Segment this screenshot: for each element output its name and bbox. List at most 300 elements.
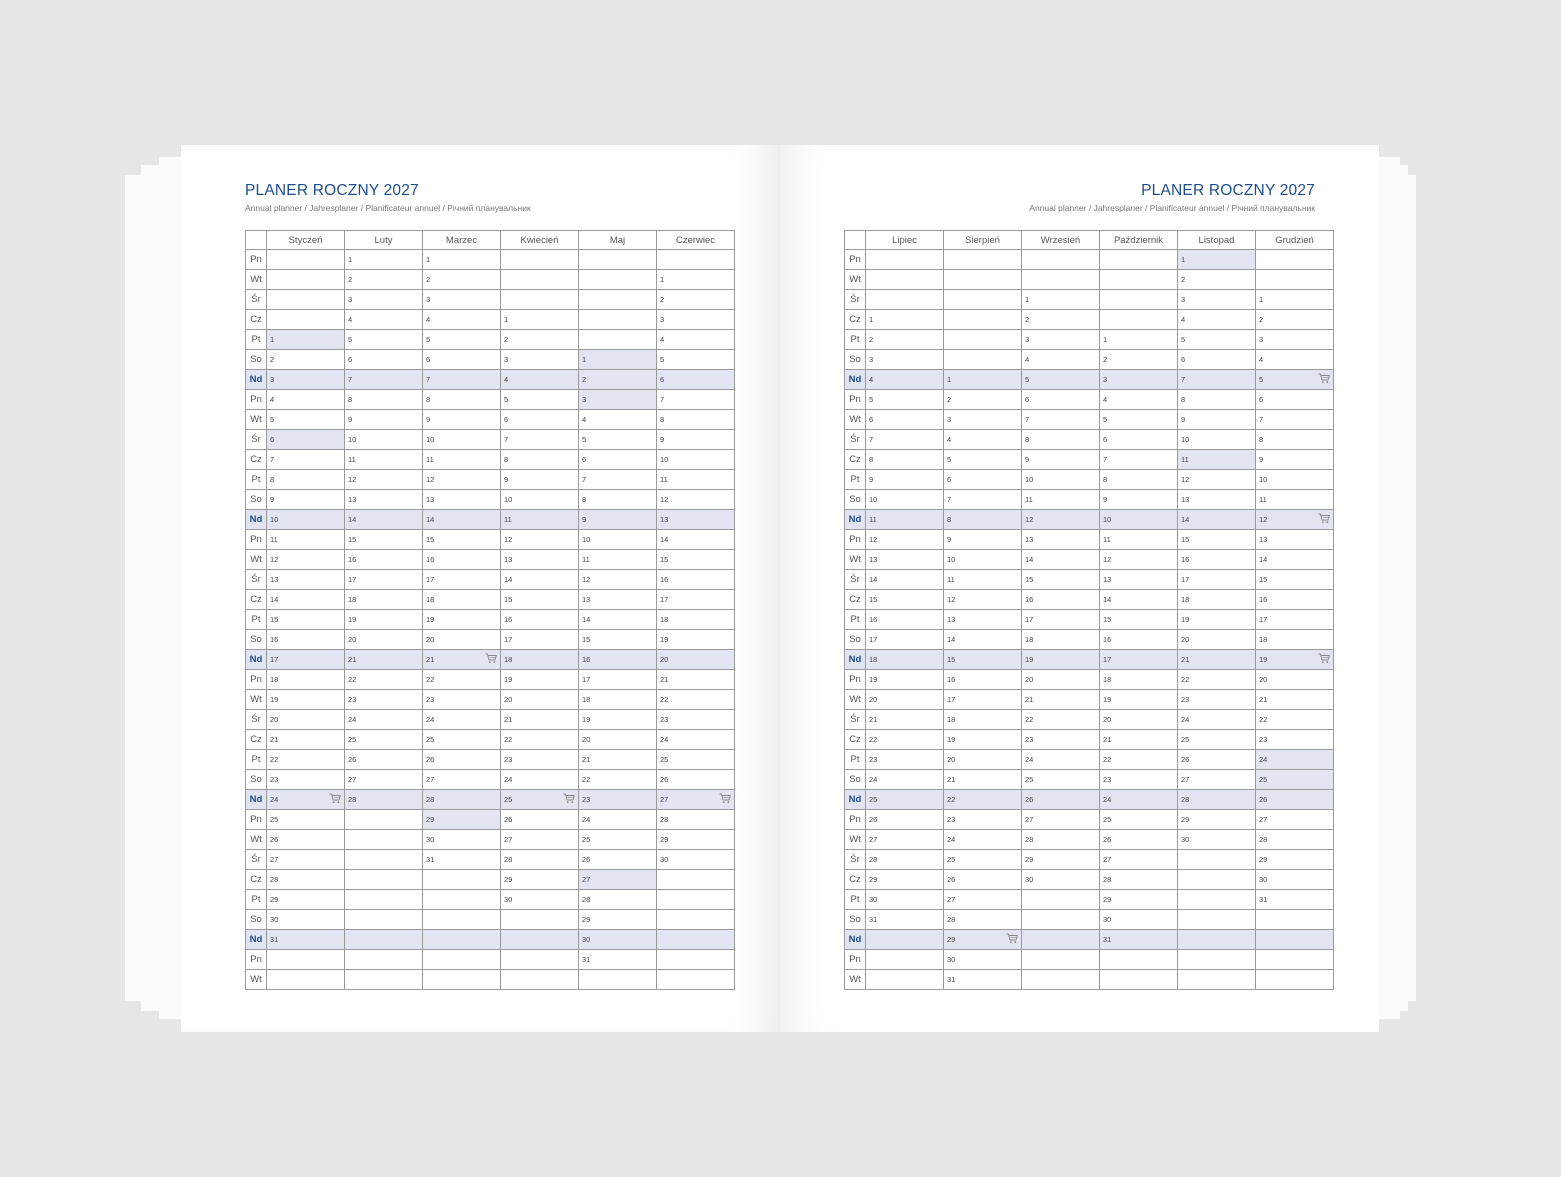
date-cell[interactable] xyxy=(1022,710,1100,730)
date-cell[interactable] xyxy=(1100,570,1178,590)
date-cell[interactable] xyxy=(579,930,657,950)
date-cell[interactable] xyxy=(579,950,657,970)
date-cell[interactable] xyxy=(501,810,579,830)
date-cell[interactable] xyxy=(1256,550,1334,570)
date-cell[interactable] xyxy=(1100,450,1178,470)
date-cell[interactable] xyxy=(345,570,423,590)
date-cell[interactable] xyxy=(1178,790,1256,810)
date-cell[interactable] xyxy=(1100,790,1178,810)
date-cell[interactable] xyxy=(501,630,579,650)
date-cell[interactable] xyxy=(501,950,579,970)
date-cell[interactable] xyxy=(1100,290,1178,310)
date-cell[interactable] xyxy=(267,630,345,650)
date-cell[interactable] xyxy=(657,270,735,290)
date-cell[interactable] xyxy=(944,770,1022,790)
date-cell[interactable] xyxy=(579,430,657,450)
date-cell[interactable] xyxy=(345,250,423,270)
date-cell[interactable] xyxy=(944,710,1022,730)
date-cell[interactable] xyxy=(1100,910,1178,930)
date-cell[interactable] xyxy=(657,930,735,950)
date-cell[interactable] xyxy=(1178,950,1256,970)
date-cell[interactable] xyxy=(1256,570,1334,590)
date-cell[interactable] xyxy=(423,530,501,550)
date-cell[interactable] xyxy=(1178,550,1256,570)
date-cell[interactable] xyxy=(1022,530,1100,550)
date-cell[interactable] xyxy=(345,410,423,430)
date-cell[interactable] xyxy=(345,710,423,730)
date-cell[interactable] xyxy=(866,530,944,550)
date-cell[interactable] xyxy=(345,630,423,650)
date-cell[interactable] xyxy=(1178,350,1256,370)
date-cell[interactable] xyxy=(579,590,657,610)
date-cell[interactable] xyxy=(579,830,657,850)
date-cell[interactable] xyxy=(267,850,345,870)
date-cell[interactable] xyxy=(1100,710,1178,730)
date-cell[interactable] xyxy=(1256,390,1334,410)
date-cell[interactable] xyxy=(866,290,944,310)
date-cell[interactable] xyxy=(866,470,944,490)
date-cell[interactable] xyxy=(345,930,423,950)
date-cell[interactable] xyxy=(267,670,345,690)
date-cell[interactable] xyxy=(501,390,579,410)
date-cell[interactable] xyxy=(423,270,501,290)
date-cell[interactable] xyxy=(501,730,579,750)
date-cell[interactable] xyxy=(866,610,944,630)
date-cell[interactable] xyxy=(657,630,735,650)
date-cell[interactable] xyxy=(1022,850,1100,870)
date-cell[interactable] xyxy=(345,270,423,290)
date-cell[interactable] xyxy=(1100,730,1178,750)
date-cell[interactable] xyxy=(423,670,501,690)
date-cell[interactable] xyxy=(345,470,423,490)
date-cell[interactable] xyxy=(1178,490,1256,510)
date-cell[interactable] xyxy=(1256,910,1334,930)
date-cell[interactable] xyxy=(1022,890,1100,910)
date-cell[interactable] xyxy=(866,950,944,970)
date-cell[interactable] xyxy=(1022,630,1100,650)
date-cell[interactable] xyxy=(423,630,501,650)
date-cell[interactable] xyxy=(1256,930,1334,950)
date-cell[interactable] xyxy=(1178,410,1256,430)
date-cell[interactable] xyxy=(579,450,657,470)
date-cell[interactable] xyxy=(579,970,657,990)
date-cell[interactable] xyxy=(345,450,423,470)
date-cell[interactable] xyxy=(1100,530,1178,550)
date-cell[interactable] xyxy=(944,970,1022,990)
date-cell[interactable] xyxy=(423,810,501,830)
date-cell[interactable] xyxy=(267,930,345,950)
date-cell[interactable] xyxy=(1256,650,1334,670)
date-cell[interactable] xyxy=(866,410,944,430)
date-cell[interactable] xyxy=(1022,290,1100,310)
date-cell[interactable] xyxy=(423,610,501,630)
date-cell[interactable] xyxy=(657,570,735,590)
date-cell[interactable] xyxy=(267,450,345,470)
date-cell[interactable] xyxy=(657,850,735,870)
date-cell[interactable] xyxy=(944,910,1022,930)
date-cell[interactable] xyxy=(267,870,345,890)
date-cell[interactable] xyxy=(579,570,657,590)
date-cell[interactable] xyxy=(345,290,423,310)
date-cell[interactable] xyxy=(423,450,501,470)
date-cell[interactable] xyxy=(866,810,944,830)
date-cell[interactable] xyxy=(1100,430,1178,450)
date-cell[interactable] xyxy=(501,570,579,590)
date-cell[interactable] xyxy=(1178,690,1256,710)
date-cell[interactable] xyxy=(1022,930,1100,950)
date-cell[interactable] xyxy=(657,950,735,970)
date-cell[interactable] xyxy=(657,710,735,730)
date-cell[interactable] xyxy=(501,290,579,310)
date-cell[interactable] xyxy=(267,510,345,530)
date-cell[interactable] xyxy=(1178,530,1256,550)
date-cell[interactable] xyxy=(345,510,423,530)
date-cell[interactable] xyxy=(657,370,735,390)
date-cell[interactable] xyxy=(501,710,579,730)
date-cell[interactable] xyxy=(944,530,1022,550)
date-cell[interactable] xyxy=(1178,830,1256,850)
date-cell[interactable] xyxy=(944,330,1022,350)
date-cell[interactable] xyxy=(423,970,501,990)
date-cell[interactable] xyxy=(501,870,579,890)
date-cell[interactable] xyxy=(1256,430,1334,450)
date-cell[interactable] xyxy=(657,490,735,510)
date-cell[interactable] xyxy=(657,530,735,550)
date-cell[interactable] xyxy=(866,570,944,590)
date-cell[interactable] xyxy=(579,750,657,770)
date-cell[interactable] xyxy=(345,950,423,970)
date-cell[interactable] xyxy=(1256,490,1334,510)
date-cell[interactable] xyxy=(579,770,657,790)
date-cell[interactable] xyxy=(423,570,501,590)
date-cell[interactable] xyxy=(267,910,345,930)
date-cell[interactable] xyxy=(944,550,1022,570)
date-cell[interactable] xyxy=(944,370,1022,390)
date-cell[interactable] xyxy=(1178,310,1256,330)
date-cell[interactable] xyxy=(1022,950,1100,970)
date-cell[interactable] xyxy=(1100,930,1178,950)
date-cell[interactable] xyxy=(423,410,501,430)
date-cell[interactable] xyxy=(1100,870,1178,890)
date-cell[interactable] xyxy=(423,370,501,390)
date-cell[interactable] xyxy=(944,510,1022,530)
date-cell[interactable] xyxy=(1256,330,1334,350)
date-cell[interactable] xyxy=(423,330,501,350)
date-cell[interactable] xyxy=(267,970,345,990)
date-cell[interactable] xyxy=(657,330,735,350)
date-cell[interactable] xyxy=(866,930,944,950)
date-cell[interactable] xyxy=(657,250,735,270)
date-cell[interactable] xyxy=(657,550,735,570)
date-cell[interactable] xyxy=(423,470,501,490)
date-cell[interactable] xyxy=(944,390,1022,410)
date-cell[interactable] xyxy=(345,610,423,630)
date-cell[interactable] xyxy=(423,590,501,610)
date-cell[interactable] xyxy=(944,430,1022,450)
date-cell[interactable] xyxy=(1022,570,1100,590)
date-cell[interactable] xyxy=(345,870,423,890)
date-cell[interactable] xyxy=(944,730,1022,750)
date-cell[interactable] xyxy=(267,270,345,290)
date-cell[interactable] xyxy=(866,370,944,390)
date-cell[interactable] xyxy=(866,750,944,770)
date-cell[interactable] xyxy=(1022,730,1100,750)
date-cell[interactable] xyxy=(267,790,345,810)
date-cell[interactable] xyxy=(1256,830,1334,850)
date-cell[interactable] xyxy=(1100,770,1178,790)
date-cell[interactable] xyxy=(866,630,944,650)
date-cell[interactable] xyxy=(1100,510,1178,530)
date-cell[interactable] xyxy=(345,890,423,910)
date-cell[interactable] xyxy=(501,930,579,950)
date-cell[interactable] xyxy=(267,730,345,750)
date-cell[interactable] xyxy=(267,490,345,510)
date-cell[interactable] xyxy=(657,410,735,430)
date-cell[interactable] xyxy=(1100,410,1178,430)
date-cell[interactable] xyxy=(1178,850,1256,870)
date-cell[interactable] xyxy=(501,510,579,530)
date-cell[interactable] xyxy=(423,870,501,890)
date-cell[interactable] xyxy=(1178,730,1256,750)
date-cell[interactable] xyxy=(345,730,423,750)
date-cell[interactable] xyxy=(1022,690,1100,710)
date-cell[interactable] xyxy=(1178,930,1256,950)
date-cell[interactable] xyxy=(657,770,735,790)
date-cell[interactable] xyxy=(866,250,944,270)
date-cell[interactable] xyxy=(866,550,944,570)
date-cell[interactable] xyxy=(267,610,345,630)
date-cell[interactable] xyxy=(866,730,944,750)
date-cell[interactable] xyxy=(579,630,657,650)
date-cell[interactable] xyxy=(579,550,657,570)
date-cell[interactable] xyxy=(501,830,579,850)
date-cell[interactable] xyxy=(944,950,1022,970)
date-cell[interactable] xyxy=(944,630,1022,650)
date-cell[interactable] xyxy=(1256,590,1334,610)
date-cell[interactable] xyxy=(944,790,1022,810)
date-cell[interactable] xyxy=(345,750,423,770)
date-cell[interactable] xyxy=(1256,310,1334,330)
date-cell[interactable] xyxy=(579,530,657,550)
date-cell[interactable] xyxy=(423,850,501,870)
date-cell[interactable] xyxy=(501,650,579,670)
date-cell[interactable] xyxy=(1178,250,1256,270)
date-cell[interactable] xyxy=(1022,810,1100,830)
date-cell[interactable] xyxy=(866,350,944,370)
date-cell[interactable] xyxy=(1256,870,1334,890)
date-cell[interactable] xyxy=(657,730,735,750)
date-cell[interactable] xyxy=(579,670,657,690)
date-cell[interactable] xyxy=(1256,790,1334,810)
date-cell[interactable] xyxy=(866,450,944,470)
date-cell[interactable] xyxy=(944,650,1022,670)
date-cell[interactable] xyxy=(1022,350,1100,370)
date-cell[interactable] xyxy=(423,290,501,310)
date-cell[interactable] xyxy=(501,330,579,350)
date-cell[interactable] xyxy=(866,390,944,410)
date-cell[interactable] xyxy=(1022,450,1100,470)
date-cell[interactable] xyxy=(423,750,501,770)
date-cell[interactable] xyxy=(866,910,944,930)
date-cell[interactable] xyxy=(1256,510,1334,530)
date-cell[interactable] xyxy=(1022,910,1100,930)
date-cell[interactable] xyxy=(1022,250,1100,270)
date-cell[interactable] xyxy=(1100,810,1178,830)
date-cell[interactable] xyxy=(579,710,657,730)
date-cell[interactable] xyxy=(579,510,657,530)
date-cell[interactable] xyxy=(1256,730,1334,750)
date-cell[interactable] xyxy=(267,290,345,310)
date-cell[interactable] xyxy=(657,830,735,850)
date-cell[interactable] xyxy=(267,810,345,830)
date-cell[interactable] xyxy=(944,850,1022,870)
date-cell[interactable] xyxy=(423,550,501,570)
date-cell[interactable] xyxy=(1178,510,1256,530)
date-cell[interactable] xyxy=(1100,630,1178,650)
date-cell[interactable] xyxy=(579,850,657,870)
date-cell[interactable] xyxy=(1022,870,1100,890)
date-cell[interactable] xyxy=(345,350,423,370)
date-cell[interactable] xyxy=(1100,470,1178,490)
date-cell[interactable] xyxy=(1256,370,1334,390)
date-cell[interactable] xyxy=(1100,250,1178,270)
date-cell[interactable] xyxy=(579,470,657,490)
date-cell[interactable] xyxy=(501,430,579,450)
date-cell[interactable] xyxy=(579,370,657,390)
date-cell[interactable] xyxy=(1100,850,1178,870)
date-cell[interactable] xyxy=(267,470,345,490)
date-cell[interactable] xyxy=(423,350,501,370)
date-cell[interactable] xyxy=(866,330,944,350)
date-cell[interactable] xyxy=(579,410,657,430)
date-cell[interactable] xyxy=(501,590,579,610)
date-cell[interactable] xyxy=(1178,810,1256,830)
date-cell[interactable] xyxy=(866,650,944,670)
date-cell[interactable] xyxy=(866,830,944,850)
date-cell[interactable] xyxy=(501,370,579,390)
date-cell[interactable] xyxy=(579,790,657,810)
date-cell[interactable] xyxy=(501,890,579,910)
date-cell[interactable] xyxy=(1022,750,1100,770)
date-cell[interactable] xyxy=(345,670,423,690)
date-cell[interactable] xyxy=(657,870,735,890)
date-cell[interactable] xyxy=(345,970,423,990)
date-cell[interactable] xyxy=(1022,370,1100,390)
date-cell[interactable] xyxy=(267,710,345,730)
date-cell[interactable] xyxy=(501,250,579,270)
date-cell[interactable] xyxy=(866,270,944,290)
date-cell[interactable] xyxy=(345,790,423,810)
date-cell[interactable] xyxy=(579,250,657,270)
date-cell[interactable] xyxy=(345,490,423,510)
date-cell[interactable] xyxy=(345,590,423,610)
date-cell[interactable] xyxy=(345,370,423,390)
date-cell[interactable] xyxy=(501,970,579,990)
date-cell[interactable] xyxy=(579,290,657,310)
date-cell[interactable] xyxy=(866,870,944,890)
date-cell[interactable] xyxy=(345,430,423,450)
date-cell[interactable] xyxy=(579,390,657,410)
date-cell[interactable] xyxy=(345,390,423,410)
date-cell[interactable] xyxy=(866,590,944,610)
date-cell[interactable] xyxy=(423,930,501,950)
date-cell[interactable] xyxy=(1100,890,1178,910)
date-cell[interactable] xyxy=(1256,810,1334,830)
date-cell[interactable] xyxy=(423,730,501,750)
date-cell[interactable] xyxy=(423,910,501,930)
date-cell[interactable] xyxy=(1178,770,1256,790)
date-cell[interactable] xyxy=(1022,410,1100,430)
date-cell[interactable] xyxy=(1022,670,1100,690)
date-cell[interactable] xyxy=(423,690,501,710)
date-cell[interactable] xyxy=(345,310,423,330)
date-cell[interactable] xyxy=(944,290,1022,310)
date-cell[interactable] xyxy=(1022,770,1100,790)
date-cell[interactable] xyxy=(1256,630,1334,650)
date-cell[interactable] xyxy=(1178,450,1256,470)
date-cell[interactable] xyxy=(579,650,657,670)
date-cell[interactable] xyxy=(267,530,345,550)
date-cell[interactable] xyxy=(1256,470,1334,490)
date-cell[interactable] xyxy=(1256,770,1334,790)
date-cell[interactable] xyxy=(944,570,1022,590)
date-cell[interactable] xyxy=(1100,670,1178,690)
date-cell[interactable] xyxy=(1178,890,1256,910)
date-cell[interactable] xyxy=(345,530,423,550)
date-cell[interactable] xyxy=(657,810,735,830)
date-cell[interactable] xyxy=(267,950,345,970)
date-cell[interactable] xyxy=(345,690,423,710)
date-cell[interactable] xyxy=(267,430,345,450)
date-cell[interactable] xyxy=(267,370,345,390)
date-cell[interactable] xyxy=(423,490,501,510)
date-cell[interactable] xyxy=(423,830,501,850)
date-cell[interactable] xyxy=(1022,610,1100,630)
date-cell[interactable] xyxy=(866,770,944,790)
date-cell[interactable] xyxy=(1178,590,1256,610)
date-cell[interactable] xyxy=(1100,370,1178,390)
date-cell[interactable] xyxy=(579,350,657,370)
date-cell[interactable] xyxy=(1178,610,1256,630)
date-cell[interactable] xyxy=(1022,550,1100,570)
date-cell[interactable] xyxy=(345,550,423,570)
date-cell[interactable] xyxy=(579,490,657,510)
date-cell[interactable] xyxy=(944,490,1022,510)
date-cell[interactable] xyxy=(267,390,345,410)
date-cell[interactable] xyxy=(1100,590,1178,610)
date-cell[interactable] xyxy=(501,490,579,510)
date-cell[interactable] xyxy=(657,450,735,470)
date-cell[interactable] xyxy=(944,670,1022,690)
date-cell[interactable] xyxy=(1100,490,1178,510)
date-cell[interactable] xyxy=(657,650,735,670)
date-cell[interactable] xyxy=(657,590,735,610)
date-cell[interactable] xyxy=(267,830,345,850)
date-cell[interactable] xyxy=(944,810,1022,830)
date-cell[interactable] xyxy=(944,890,1022,910)
date-cell[interactable] xyxy=(1256,250,1334,270)
date-cell[interactable] xyxy=(1178,710,1256,730)
date-cell[interactable] xyxy=(1178,670,1256,690)
date-cell[interactable] xyxy=(267,750,345,770)
date-cell[interactable] xyxy=(423,950,501,970)
date-cell[interactable] xyxy=(1100,650,1178,670)
date-cell[interactable] xyxy=(1100,390,1178,410)
date-cell[interactable] xyxy=(657,790,735,810)
date-cell[interactable] xyxy=(423,710,501,730)
date-cell[interactable] xyxy=(866,970,944,990)
date-cell[interactable] xyxy=(944,830,1022,850)
